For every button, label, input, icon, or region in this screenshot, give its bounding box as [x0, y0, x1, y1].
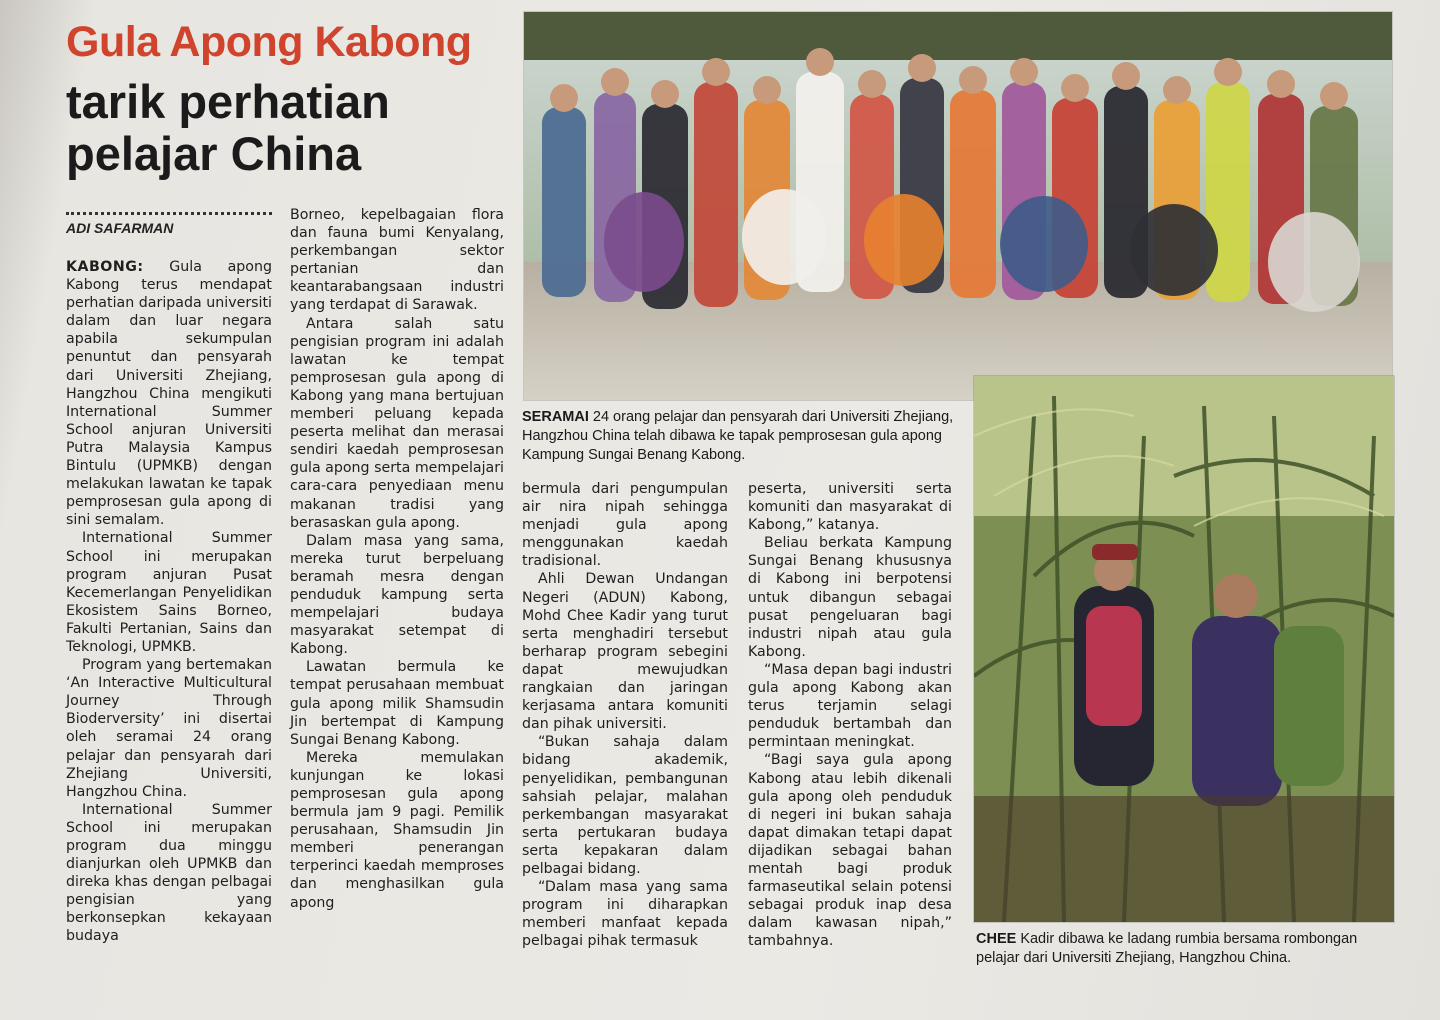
group-photo — [524, 12, 1392, 400]
paragraph: Lawatan bermula ke tempat perusahaan membuat gula apong milik Shamsudin Jin bertempat di Kampung Sungai Benang Kabong. — [290, 659, 504, 748]
paragraph: “Dalam masa yang sama program ini diharapkan memberi manfaat kepada pelbagai pihak termasuk — [522, 879, 728, 950]
caption-text: Kadir dibawa ke ladang rumbia bersama rombongan pelajar dari Universiti Zhejiang, Hangzhou China. — [976, 931, 1358, 966]
paragraph: bermula dari pengumpulan air nira nipah sehingga menjadi gula apong menggunakan kaedah tradisional. — [522, 481, 728, 570]
byline: ADI SAFARMAN — [66, 220, 174, 236]
paragraph: “Masa depan bagi industri gula apong Kabong akan terus terjamin selagi penduduk bertambah dan permintaan meningkat. — [748, 661, 952, 751]
paragraph: Ahli Dewan Undangan Negeri (ADUN) Kabong, Mohd Chee Kadir yang turut serta menghadiri tersebut berharap program sebegini dapat mewujudkan rangkaian dan jaringan kerjasama antara komuniti dan pihak universiti. — [522, 571, 728, 733]
group-photo-image — [524, 12, 1392, 400]
article-column-4 — [748, 480, 952, 950]
group-photo-caption — [522, 408, 962, 465]
field-photo-image — [974, 376, 1394, 922]
paragraph: Borneo, kepelbagaian flora dan fauna bumi Kenyalang, perkembangan sektor pertanian dan keantarabangsaan industri yang terdapat di Sarawak. — [290, 207, 504, 314]
field-photo-caption — [976, 930, 1396, 968]
article-column-2 — [290, 206, 504, 912]
paragraph: International Summer School ini merupakan program dua minggu dianjurkan oleh UPMKB dan direka khas dengan pelbagai pengisian yang berkonsepkan kekayaan budaya — [66, 801, 272, 945]
dateline: KABONG: — [66, 259, 144, 275]
paragraph: Mereka memulakan kunjungan ke lokasi pemprosesan gula apong bermula jam 9 pagi. Pemilik perusahaan, Shamsudin Jin memberi penerangan terperinci kaedah memproses dan menghasilkan gula apong — [290, 749, 504, 911]
paragraph: KABONG: Gula apong Kabong terus mendapat perhatian daripada universiti dalam dan luar negara apabila sekumpulan penuntut dan pensyarah dari Universiti Zhejiang, Hangzhou China mengikuti International Summer School anjuran Universiti Putra Malaysia Kampus Bintulu (UPMKB) dengan melakukan lawatan ke tapak pemprosesan gula apong di sini semalam. — [66, 259, 272, 529]
headline-main: tarik perhatian pelajar China — [66, 75, 390, 180]
headline-colored: Gula Apong Kabong — [66, 18, 472, 66]
article-column-3 — [522, 480, 728, 950]
caption-lead: CHEE — [976, 931, 1017, 947]
paragraph: Antara salah satu pengisian program ini adalah lawatan ke tempat pemprosesan gula apong di Kabong yang mana bertujuan memberi peluang kepada peserta melihat dan merasai sendiri kaedah pemprosesan gula apong serta mempelajari cara-cara penyediaan menu makanan tradisi yang berasaskan gula apong. — [290, 315, 504, 531]
field-photo — [974, 376, 1394, 922]
paragraph: Beliau berkata Kampung Sungai Benang khususnya di Kabong ini berpotensi untuk dibangun sebagai pusat pengeluaran bagi industri nipah atau gula Kabong. — [748, 535, 952, 660]
paragraph: “Bagi saya gula apong Kabong atau lebih dikenali gula apong oleh penduduk di negeri ini bukan sahaja dapat dimakan tetapi dapat dijadikan sebagai bahan mentah bagi produk farmaseutikal selain potensi sebagai produk inap desa dalam kawasan nipah,” tambahnya. — [748, 752, 952, 950]
article-column-1 — [66, 258, 272, 946]
paragraph: International Summer School ini merupakan program anjuran Pusat Kecemerlangan Penyelidikan Ekosistem Sains Borneo, Fakulti Pertanian, Sains dan Teknologi, UPMKB. — [66, 530, 272, 655]
byline-rule — [66, 212, 272, 215]
paragraph: peserta, universiti serta komuniti dan masyarakat di Kabong,” katanya. — [748, 481, 952, 534]
paragraph: Program yang bertemakan ‘An Interactive Multicultural Journey Through Bioderversity’ ini disertai oleh seramai 24 orang pelajar dan pensyarah dari Zhejiang Universiti, Hangzhou China. — [66, 657, 272, 800]
caption-lead: SERAMAI — [522, 409, 589, 425]
paragraph: “Bukan sahaja dalam bidang akademik, penyelidikan, pembangunan sahsiah pelajar, malahan perkembangan masyarakat serta pertukaran budaya serta kepakaran dalam pelbagai bidang. — [522, 734, 728, 877]
paragraph: Dalam masa yang sama, mereka turut berpeluang beramah mesra dengan penduduk kampung serta mempelajari budaya masyarakat setempat di Kabong. — [290, 532, 504, 658]
caption-text: 24 orang pelajar dan pensyarah dari Universiti Zhejiang, Hangzhou China telah dibawa ke tapak pemprosesan gula apong Kampung Sungai Benang Kabong. — [522, 409, 954, 463]
headline — [66, 18, 516, 180]
